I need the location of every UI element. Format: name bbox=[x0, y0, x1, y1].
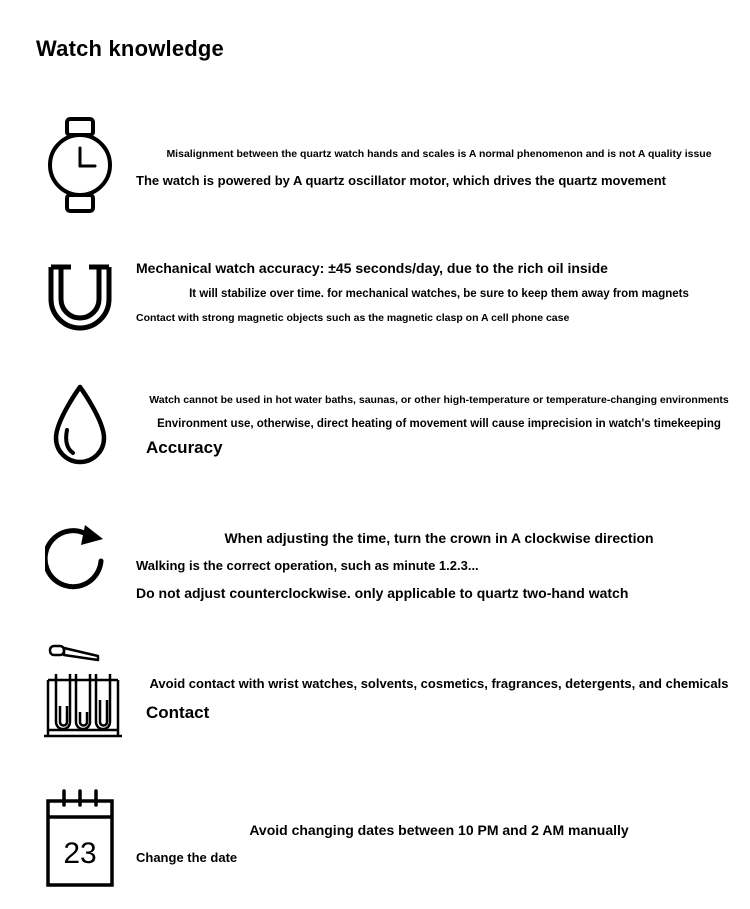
text-line: Contact with strong magnetic objects such as the magnetic clasp on A cell phone case bbox=[136, 312, 570, 324]
section-crown-adjustment bbox=[0, 512, 750, 622]
text-line: Avoid changing dates between 10 PM and 2 AM manually bbox=[249, 822, 629, 838]
section-magnetism-text bbox=[136, 260, 742, 324]
text-heading: Accuracy bbox=[146, 438, 223, 457]
page-title: Watch knowledge bbox=[36, 36, 224, 61]
section-chemicals bbox=[0, 640, 750, 760]
section-quartz bbox=[0, 110, 750, 230]
text-line: Change the date bbox=[136, 850, 238, 865]
calendar-day: 23 bbox=[63, 836, 97, 870]
text-line: It will stabilize over time. for mechanical watches, be sure to keep them away from magnets bbox=[189, 288, 689, 300]
text-line: Environment use, otherwise, direct heating of movement will cause imprecision in watch's timekeeping bbox=[157, 418, 721, 430]
section-date-change-text bbox=[136, 822, 742, 865]
text-line: The watch is powered by A quartz oscillator motor, which drives the quartz movement bbox=[136, 173, 666, 188]
text-heading: Contact bbox=[146, 703, 210, 722]
water-drop-icon bbox=[34, 378, 126, 478]
calendar-icon bbox=[34, 786, 126, 891]
section-quartz-text bbox=[136, 148, 742, 188]
watch-icon bbox=[34, 110, 126, 220]
text-line: Watch cannot be used in hot water baths, saunas, or other high-temperature or temperature-changing environments bbox=[149, 394, 729, 406]
section-crown-adjustment-text bbox=[136, 530, 742, 601]
section-magnetism bbox=[0, 248, 750, 358]
text-line: Mechanical watch accuracy: ±45 seconds/day, due to the rich oil inside bbox=[136, 260, 608, 276]
text-line: Avoid contact with wrist watches, solvents, cosmetics, fragrances, detergents, and chemicals bbox=[149, 676, 729, 691]
text-line: When adjusting the time, turn the crown in A clockwise direction bbox=[224, 530, 654, 546]
text-line: Misalignment between the quartz watch hands and scales is A normal phenomenon and is not A quality issue bbox=[166, 148, 712, 160]
test-tube-rack-icon bbox=[34, 640, 126, 750]
section-chemicals-text bbox=[136, 676, 742, 723]
text-line: Do not adjust counterclockwise. only applicable to quartz two-hand watch bbox=[136, 585, 629, 601]
magnet-icon bbox=[34, 248, 126, 338]
clockwise-arrow-icon bbox=[34, 512, 126, 612]
section-water-resistance bbox=[0, 378, 750, 488]
text-line: Walking is the correct operation, such as minute 1.2.3... bbox=[136, 558, 479, 573]
section-water-resistance-text bbox=[136, 394, 742, 458]
section-date-change bbox=[0, 786, 750, 896]
